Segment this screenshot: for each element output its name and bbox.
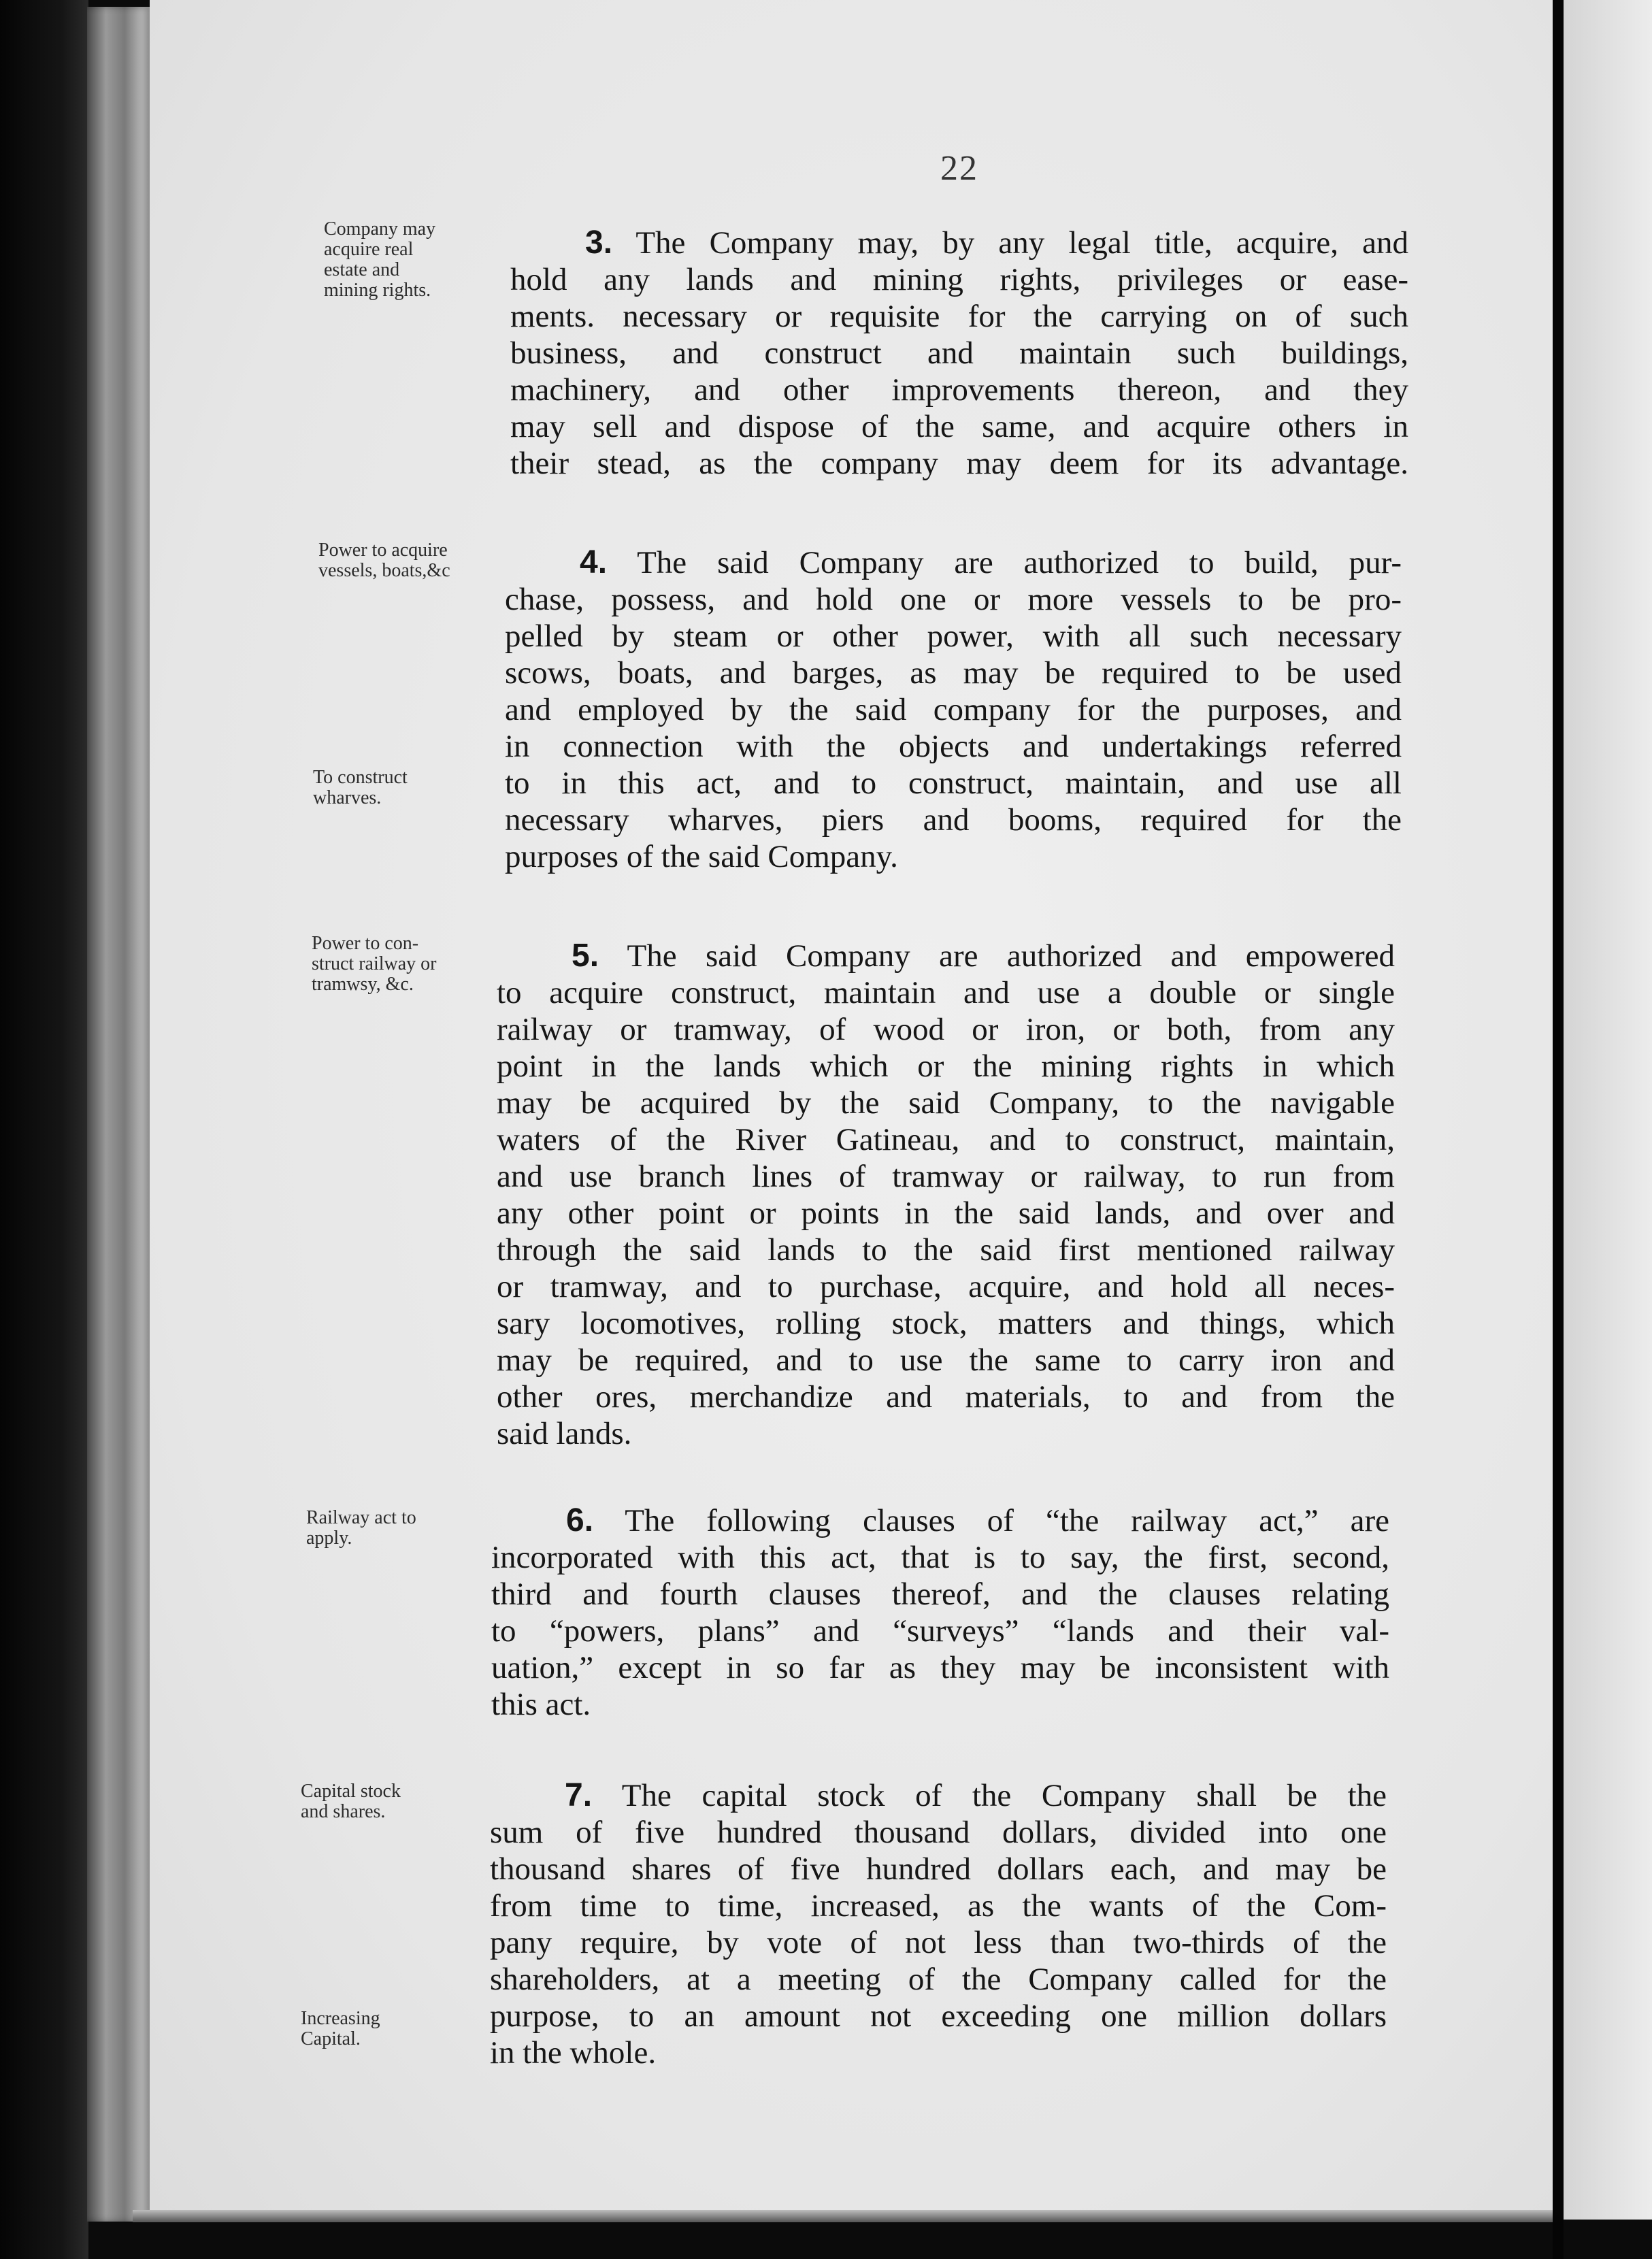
side-note-vessels (318, 540, 502, 581)
section-5 (497, 938, 1395, 1452)
side-note-line: wharves. (313, 787, 382, 808)
side-note-line: mining rights. (324, 280, 431, 301)
section-text: The Company may, by any legal title, acquire, and (635, 225, 1408, 261)
section-text: The following clauses of “the railway act,” are (625, 1503, 1389, 1538)
side-note-increasing-capital (301, 2009, 484, 2049)
adjacent-page-edge (1564, 0, 1652, 2220)
section-line: through the said lands to the said first mentioned railway (497, 1232, 1395, 1268)
section-number: 5. (572, 938, 599, 974)
section-line: sum of five hundred thousand dollars, divided into one (490, 1815, 1387, 1850)
side-note-line: and shares. (301, 1801, 386, 1822)
section-line: business, and construct and maintain such buildings, (510, 335, 1408, 371)
side-note-line: estate and (324, 259, 400, 280)
section-line: purpose, to an amount not exceeding one million dollars (490, 1998, 1387, 2034)
side-note-wharves (313, 768, 497, 808)
side-note-line: Capital. (301, 2028, 361, 2049)
section-line: shareholders, at a meeting of the Company called for the (490, 1962, 1387, 1997)
section-number: 6. (566, 1502, 594, 1538)
side-note-line: Power to con- (312, 933, 419, 954)
section-line: ments. necessary or requisite for the carrying on of such (510, 299, 1408, 334)
section-number: 7. (565, 1777, 593, 1813)
section-number: 3. (585, 225, 613, 261)
section-line: railway or tramway, of wood or iron, or both, from any (497, 1012, 1395, 1047)
section-text: The said Company are authorized and empowered (627, 938, 1395, 974)
section-line: uation,” except in so far as they may be inconsistent with (491, 1650, 1389, 1685)
section-line: hold any lands and mining rights, privileges or ease- (510, 262, 1408, 297)
section-line (490, 1777, 1387, 1814)
section-line: may sell and dispose of the same, and acquire others in (510, 409, 1408, 444)
section-number: 4. (580, 544, 608, 580)
section-line: point in the lands which or the mining rights in which (497, 1049, 1395, 1084)
section-line: and employed by the said company for the purposes, and (505, 692, 1402, 727)
section-line: to in this act, and to construct, maintain, and use all (505, 765, 1402, 801)
section-line (497, 938, 1395, 974)
section-line: scows, boats, and barges, as may be required to be used (505, 655, 1402, 691)
section-3 (510, 225, 1408, 482)
side-note-line: acquire real (324, 239, 414, 260)
side-note-line: apply. (306, 1528, 352, 1549)
section-line: or tramway, and to purchase, acquire, and hold all neces- (497, 1269, 1395, 1304)
side-note-line: vessels, boats,&c (318, 560, 450, 581)
section-line: machinery, and other improvements thereon, and they (510, 372, 1408, 408)
section-line: in connection with the objects and undertakings referred (505, 729, 1402, 764)
section-line: waters of the River Gatineau, and to construct, maintain, (497, 1122, 1395, 1157)
section-text: The capital stock of the Company shall be the (621, 1778, 1387, 1813)
section-line (510, 225, 1408, 261)
page-gutter (1553, 0, 1564, 2259)
section-line: may be required, and to use the same to carry iron and (497, 1342, 1395, 1378)
page-number: 22 (940, 149, 978, 188)
section-line: sary locomotives, rolling stock, matters and things, which (497, 1306, 1395, 1341)
section-line: chase, possess, and hold one or more vessels to be pro- (505, 582, 1402, 617)
section-line: necessary wharves, piers and booms, required for the (505, 802, 1402, 838)
section-line: third and fourth clauses thereof, and the clauses relating (491, 1577, 1389, 1612)
side-note-line: Increasing (301, 2008, 380, 2029)
book-spine (87, 7, 150, 2222)
side-note-line: Capital stock (301, 1781, 401, 1802)
section-line: any other point or points in the said lands, and over and (497, 1196, 1395, 1231)
section-line: and use branch lines of tramway or railway, to run from (497, 1159, 1395, 1194)
section-line (505, 544, 1402, 581)
side-note-line: struct railway or (312, 953, 437, 974)
side-note-railway (312, 934, 495, 995)
section-line: from time to time, increased, as the wants of the Com- (490, 1888, 1387, 1924)
scan-background-left (0, 0, 88, 2259)
section-line: their stead, as the company may deem for its advantage. (510, 446, 1408, 481)
side-note-real-estate (324, 219, 508, 301)
side-note-railway-act (306, 1508, 490, 1549)
side-note-line: Railway act to (306, 1507, 416, 1528)
section-line: this act. (491, 1687, 591, 1722)
side-note-line: Company may (324, 218, 436, 240)
section-text: The said Company are authorized to build, pur- (637, 545, 1402, 580)
section-line: purposes of the said Company. (505, 839, 898, 874)
side-note-line: tramwsy, &c. (312, 974, 414, 995)
side-note-capital-stock (301, 1781, 484, 1822)
section-line: in the whole. (490, 2035, 657, 2071)
section-7 (490, 1777, 1387, 2071)
section-line: to acquire construct, maintain and use a double or single (497, 975, 1395, 1010)
section-line: said lands. (497, 1416, 632, 1451)
section-line: thousand shares of five hundred dollars each, and may be (490, 1851, 1387, 1887)
section-line (491, 1502, 1389, 1539)
section-line: may be acquired by the said Company, to the navigable (497, 1085, 1395, 1121)
section-4 (505, 544, 1402, 875)
section-line: to “powers, plans” and “surveys” “lands and their val- (491, 1613, 1389, 1649)
section-line: other ores, merchandize and materials, to and from the (497, 1379, 1395, 1415)
section-line: incorporated with this act, that is to say, the first, second, (491, 1540, 1389, 1575)
side-note-line: To construct (313, 767, 408, 788)
section-line: pany require, by vote of not less than two-thirds of the (490, 1925, 1387, 1960)
section-6 (491, 1502, 1389, 1723)
section-line: pelled by steam or other power, with all such necessary (505, 619, 1402, 654)
side-note-line: Power to acquire (318, 540, 448, 561)
page-bottom-edge (133, 2210, 1562, 2222)
